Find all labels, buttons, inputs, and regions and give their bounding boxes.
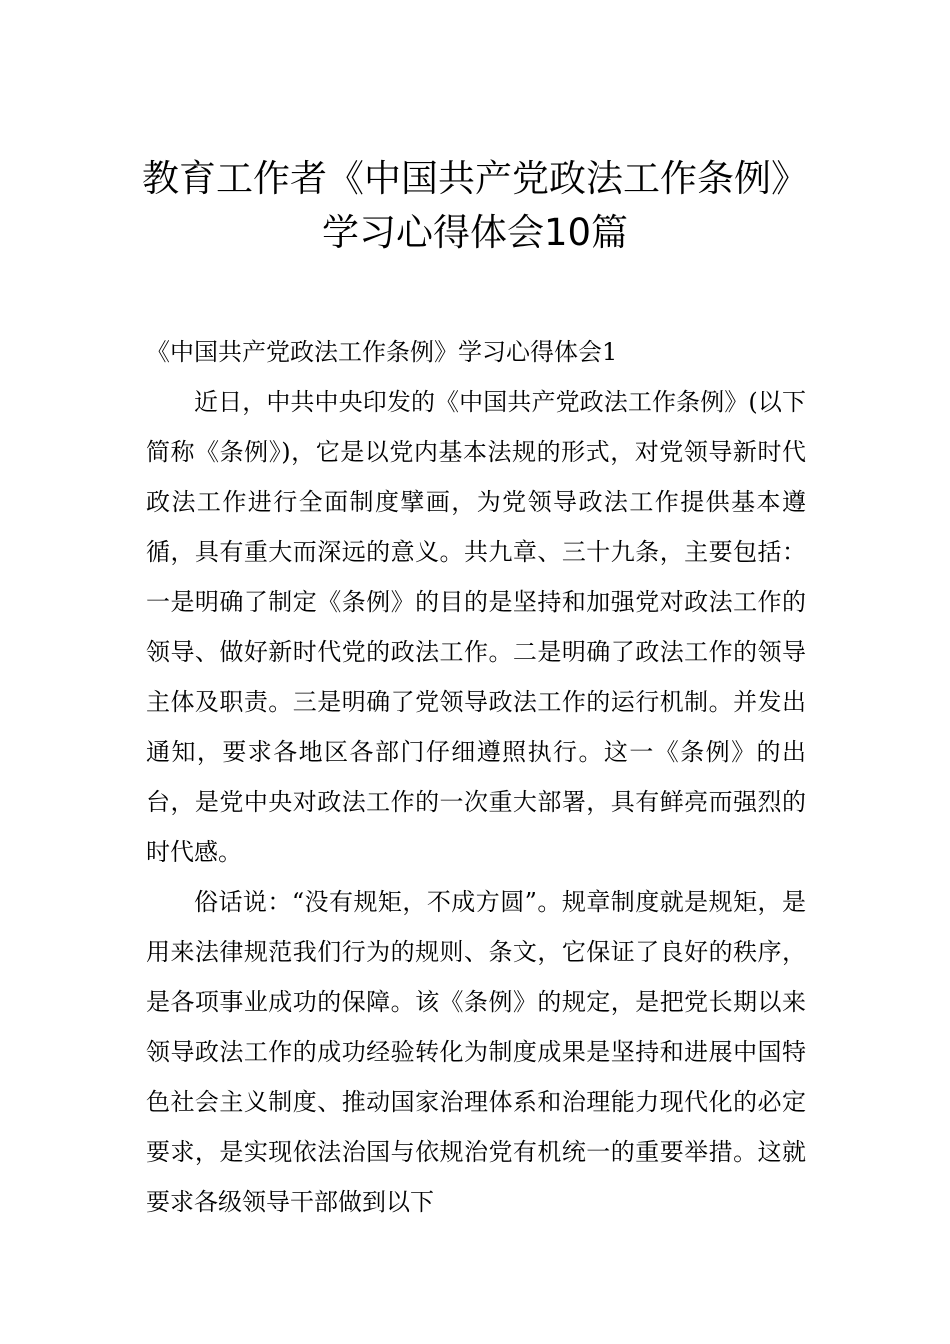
document-title-line-1: 教育工作者《中国共产党政法工作条例》 [142, 157, 808, 200]
document-title [60, 152, 890, 260]
paragraph-1: 近日，中共中央印发的《中国共产党政法工作条例》(以下简称《条例》)，它是以党内基本法规的形式，对党领导新时代政法工作进行全面制度擘画，为党领导政法工作提供基本遵循，具有重大而深远的意义。共九章、三十九条，主要包括：一是明确了制定《条例》的目的是坚持和加强党对政法工作的领导、做好新时代党的政法工作。二是明确了政法工作的领导主体及职责。三是明确了党领导政法工作的运行机制。并发出通知，要求各地区各部门仔细遵照执行。这一《条例》的出台，是党中央对政法工作的一次重大部署，具有鲜亮而强烈的时代感。 [146, 388, 806, 866]
document-body [146, 327, 806, 1227]
section-heading: 《中国共产党政法工作条例》学习心得体会1 [146, 338, 618, 366]
document-title-line-2: 学习心得体会10篇 [321, 211, 629, 254]
paragraph-2: 俗话说：“没有规矩，不成方圆”。规章制度就是规矩，是用来法律规范我们行为的规则、条文，它保证了良好的秩序，是各项事业成功的保障。该《条例》的规定，是把党长期以来领导政法工作的成功经验转化为制度成果是坚持和进展中国特色社会主义制度、推动国家治理体系和治理能力现代化的必定要求，是实现依法治国与依规治党有机统一的重要举措。这就要求各级领导干部做到以下 [146, 888, 806, 1216]
